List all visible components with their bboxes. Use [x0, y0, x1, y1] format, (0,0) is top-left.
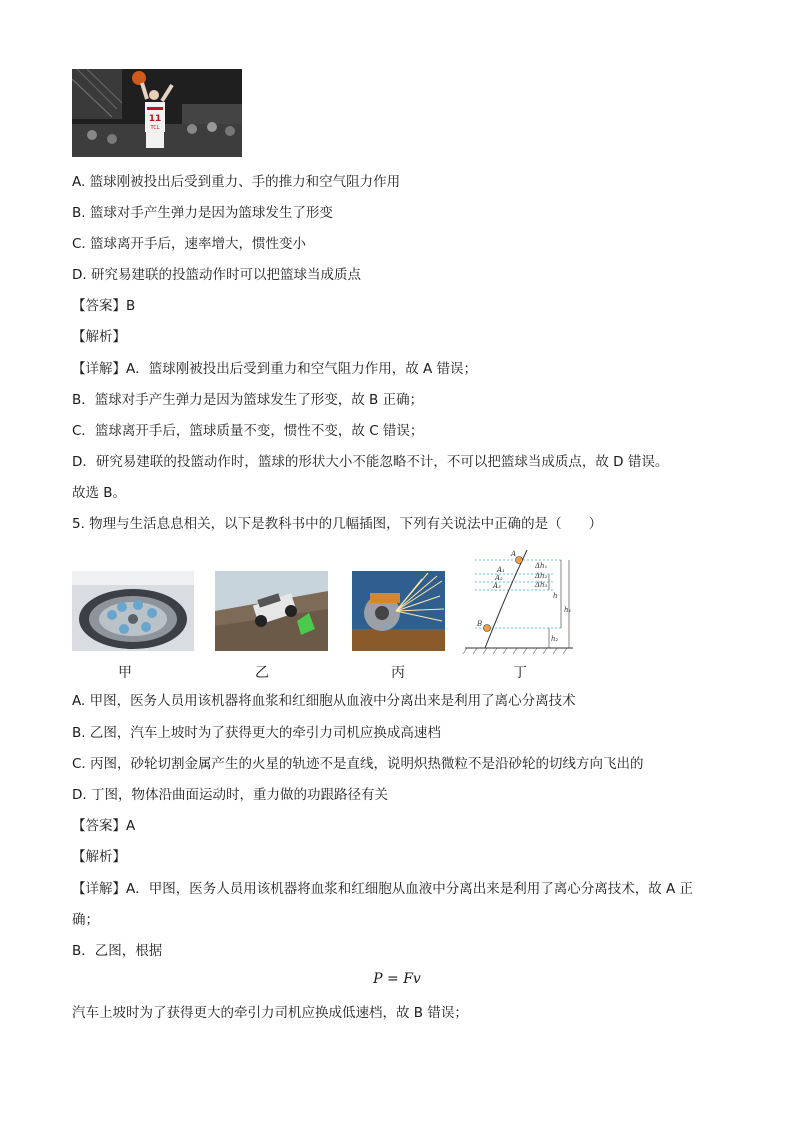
label-b: B: [477, 620, 483, 628]
q5-analysis-heading: 【解析】: [72, 849, 126, 865]
caption-jia: 甲: [118, 665, 132, 681]
q5-detail-a-line1: 【详解】A．甲图，医务人员用该机器将血浆和红细胞从血液中分离出来是利用了离心分离技术，故 A 正: [72, 881, 694, 897]
q5-detail-a-line2: 确；: [72, 912, 99, 928]
q5-answer: 【答案】A: [72, 818, 136, 834]
label-a: A: [511, 550, 517, 558]
q4-detail-a: 【详解】A．篮球刚被投出后受到重力和空气阻力作用，故 A 错误；: [72, 361, 478, 377]
q5-option-b: B. 乙图，汽车上坡时为了获得更大的牵引力司机应换成高速档: [72, 725, 441, 741]
centrifuge-photo: [72, 571, 194, 651]
q4-detail-c: C．篮球离开手后，篮球质量不变，惯性不变，故 C 错误；: [72, 423, 424, 439]
label-h2: h₂: [551, 635, 559, 643]
label-a2: A₂: [495, 574, 503, 582]
q4-answer: 【答案】B: [72, 298, 136, 314]
caption-bing: 丙: [391, 665, 405, 681]
caption-yi: 乙: [255, 665, 269, 681]
q4-option-b: B. 篮球对手产生弹力是因为篮球发生了形变: [72, 205, 333, 221]
offroad-car-art: [215, 571, 328, 651]
grinding-wheel-art: [352, 571, 445, 651]
caption-ding: 丁: [513, 665, 527, 681]
q5-option-c: C. 丙图，砂轮切割金属产生的火星的轨迹不是直线，说明炽热微粒不是沿砂轮的切线方向飞出的: [72, 756, 644, 772]
label-dh3: Δh₃: [535, 581, 548, 589]
q5-stem: 5. 物理与生活息息相关，以下是教科书中的几幅插图，下列有关说法中正确的是（ ）: [72, 516, 603, 532]
q5-option-a: A. 甲图，医务人员用该机器将血浆和红细胞从血液中分离出来是利用了离心分离技术: [72, 693, 576, 709]
basketball-photo: [72, 69, 242, 157]
label-dh2: Δh₂: [535, 572, 548, 580]
q4-conclusion: 故选 B。: [72, 485, 127, 501]
q4-detail-d: D．研究易建联的投篮动作时，篮球的形状大小不能忽略不计，不可以把篮球当成质点，故 D 错误。: [72, 454, 669, 470]
label-a3: A₃: [493, 582, 501, 590]
label-a1: A₁: [497, 566, 505, 574]
q4-analysis-heading: 【解析】: [72, 329, 126, 345]
offroad-car-photo: [215, 571, 328, 651]
q4-detail-b: B．篮球对手产生弹力是因为篮球发生了形变，故 B 正确；: [72, 392, 424, 408]
curve-height-diagram-art: [463, 548, 575, 656]
basketball-photo-art: [72, 69, 242, 157]
jersey-number: 11: [148, 114, 162, 124]
q5-detail-b-line2: 汽车上坡时为了获得更大的牵引力司机应换成低速档，故 B 错误；: [72, 1005, 468, 1021]
label-dh1: Δh₁: [535, 562, 548, 570]
centrifuge-art: [72, 571, 194, 651]
q4-option-a: A. 篮球刚被投出后受到重力、手的推力和空气阻力作用: [72, 174, 401, 190]
label-h: h: [553, 592, 558, 600]
grinding-wheel-photo: [352, 571, 445, 651]
q5-option-d: D. 丁图，物体沿曲面运动时，重力做的功跟路径有关: [72, 787, 388, 803]
label-h1: h₁: [564, 606, 572, 614]
curve-height-diagram: [463, 548, 575, 656]
jersey-sponsor: TCL: [150, 125, 160, 131]
power-formula: P = Fv: [373, 971, 421, 987]
q4-option-d: D. 研究易建联的投篮动作时可以把篮球当成质点: [72, 267, 361, 283]
q4-option-c: C. 篮球离开手后，速率增大，惯性变小: [72, 236, 307, 252]
q5-detail-b: B．乙图，根据: [72, 943, 163, 959]
